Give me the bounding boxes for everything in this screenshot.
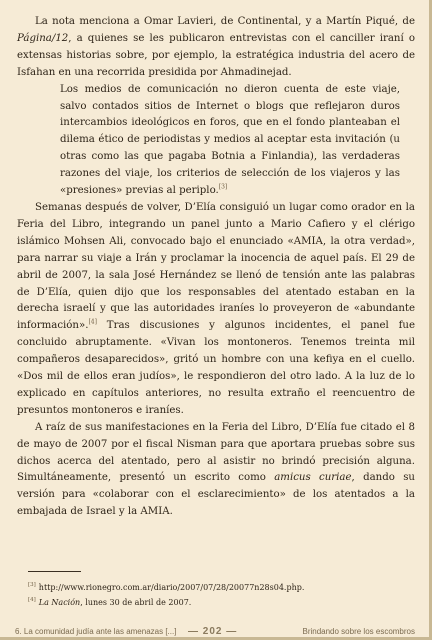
body-text (17, 14, 415, 521)
latin-term: amicus curiae (274, 472, 352, 484)
page-footer (0, 625, 432, 639)
publication-name: Página/12 (17, 32, 69, 44)
footnotes (28, 580, 408, 610)
footnote-source: La Nación (38, 598, 81, 607)
paragraph-text: Tras discusiones y algunos incidentes, el panel fue concluido abruptamente. «Vivan los montoneros. Tenemos treinta mil compañeros desaparecidos», gritó un hombre con una kefiya en el cuello. «Dos mil de ellos eran judíos», le respondieron del otro lado. A la luz de lo explicado en capítulos anteriores, no resulta extraño el reencuentro de presuntos montoneros e iraníes. (17, 320, 415, 416)
paragraph-text: Semanas después de volver, D’Elía consiguió un lugar como orador en la Feria del Libro, integrando un panel junto a Mario Cafiero y el clérigo islámico Mohsen Ali, convocado bajo el enunciado «AMIA, la otra verdad», para narrar su viaje a Irán y proclamar la inocencia de aquel país. El 29 de abril de 2007, la sala José Hernández se llenó de tensión ante las palabras de D’Elía, quien dijo que los responsables del atentado estaban en la derecha israelí y que las autoridades iraníes lo proveyeron de «abundante información». (17, 201, 415, 332)
paragraph-1 (17, 14, 415, 82)
paragraph-2 (17, 200, 415, 420)
footnote-ref[interactable]: [4] (88, 318, 97, 326)
paragraph-text: La nota menciona a Omar Lavieri, de Continental, y a Martín Piqué, de (35, 16, 415, 27)
paragraph-text: , a quienes se les publicaron entrevistas con el canciller iraní o extensas historias sobre, por ejemplo, la estratégica industria del acero de Isfahan en una recorrida presidida por Ahmadinejad. (17, 32, 415, 78)
quote-text: Los medios de comunicación no dieron cuenta de este viaje, salvo contados sitios de Internet o blogs que reflejaron duros intercambios ideológicos en foros, que en el fondo planteaban el dilema ético de periodistas y medios al aceptar esta invitación (u otras como las que pagaba Botnia a Finlandia), las verdaderas razones del viaje, los criterios de selección de los viajeros y las «presiones» previas al periplo. (60, 83, 400, 197)
book-title: Brindando sobre los escombros (302, 627, 415, 636)
block-quote (60, 82, 400, 200)
footnote-number: [3] (28, 582, 36, 589)
paragraph-text: , dando su versión para «colaborar con el esclarecimiento» de los atentados a la embajada de Israel y la AMIA. (17, 472, 415, 518)
footnote-divider (28, 571, 81, 572)
page-number: — 202 — (188, 626, 238, 637)
paragraph-text: A raíz de sus manifestaciones en la Feria del Libro, D’Elía fue citado el 8 de mayo de 2007 por el fiscal Nisman para que aportara pruebas sobre sus dichos acerca del atentado, pero al asistir no brindó precisión alguna. Simultáneamente, presentó un escrito como (17, 421, 415, 484)
footnote-link[interactable]: http://www.rionegro.com.ar/diario/2007/07/28/20077n28s04.php. (38, 583, 305, 592)
footnote-text: , lunes 30 de abril de 2007. (80, 598, 192, 607)
footnote-item (28, 595, 408, 610)
footnote-item (28, 580, 408, 595)
paragraph-3 (17, 420, 415, 521)
footnote-ref[interactable]: [3] (218, 183, 228, 191)
footnote-number: [4] (28, 597, 36, 604)
chapter-title: 6. La comunidad judía ante las amenazas [...] (15, 627, 177, 636)
